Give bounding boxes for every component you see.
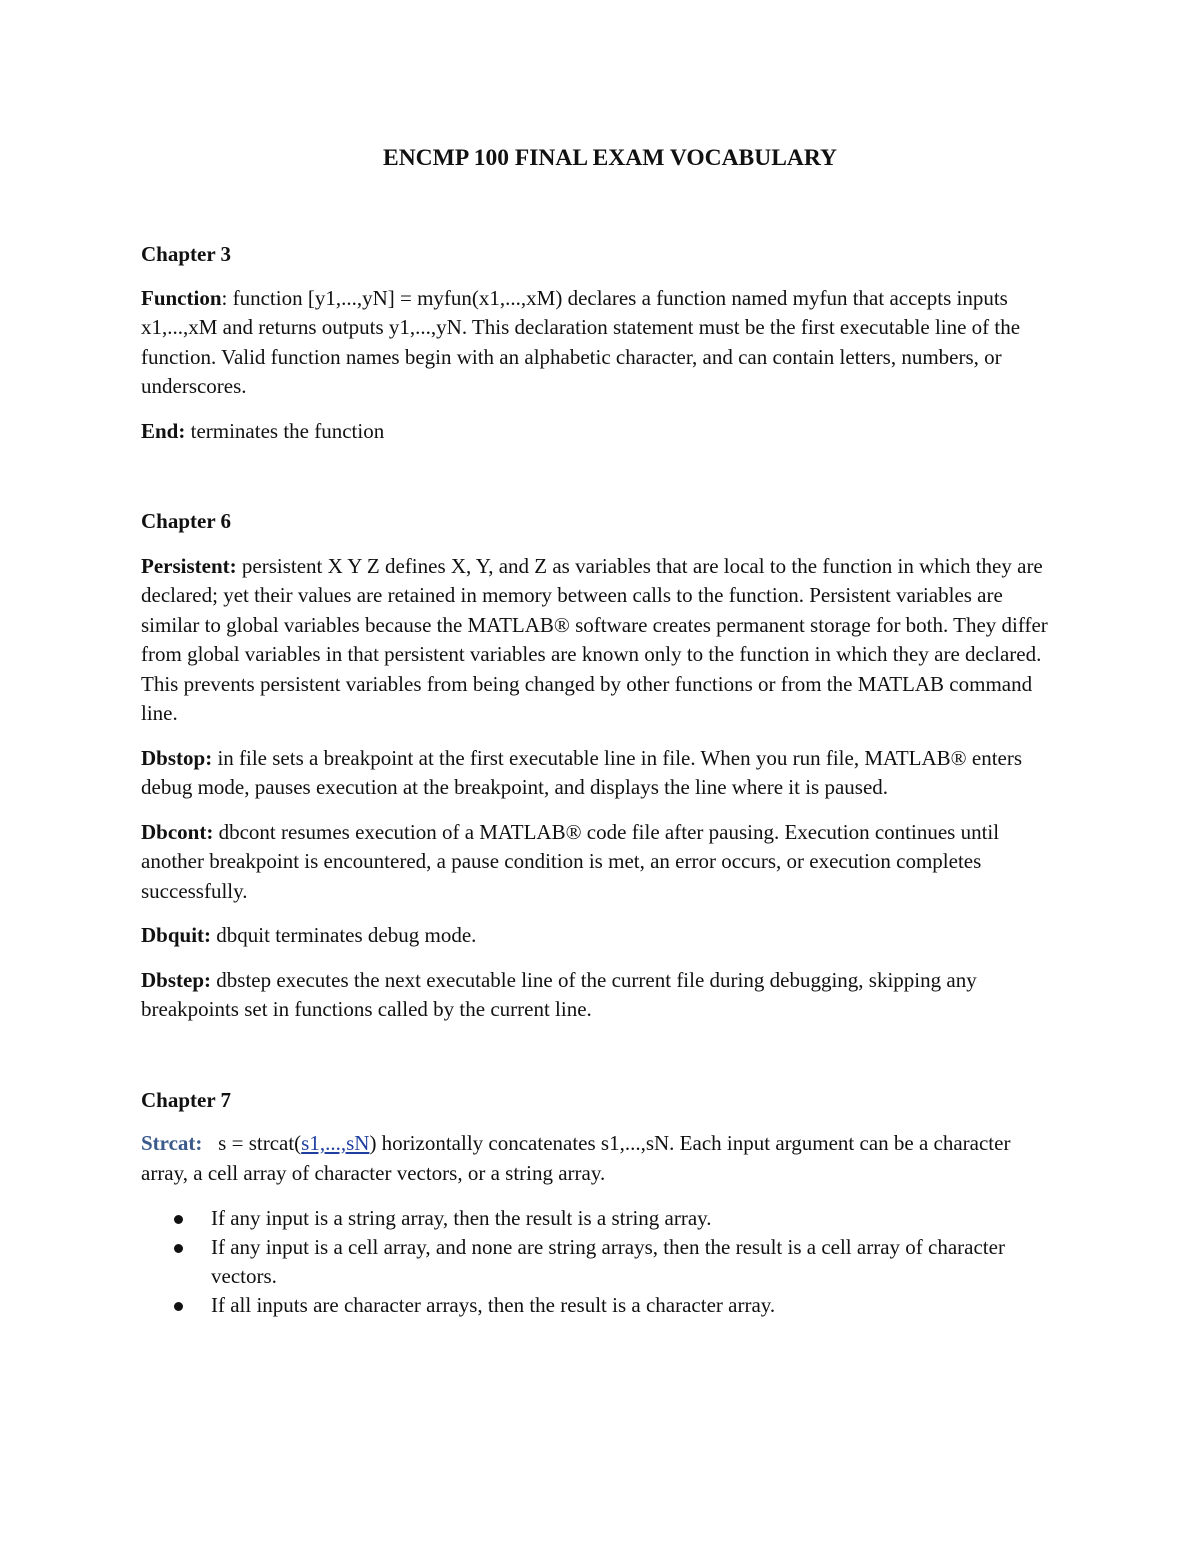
entry-end — [141, 417, 1061, 447]
entry-definition-pre: s = strcat( — [202, 1131, 302, 1155]
entry-term: End: — [141, 418, 186, 443]
list-item — [141, 1291, 1061, 1320]
entry-term: Dbstop: — [141, 745, 213, 770]
entry-definition: persistent X Y Z defines X, Y, and Z as variables that are local to the function in which they are declared; yet their values are retained in memory between calls to the function. Persistent variables are similar to global variables because the MATLAB® software creates permanent storage for both. They differ from global variables in that persistent variables are known only to the function in which they are declared. This prevents persistent variables from being changed by other functions or from the MATLAB command line. — [141, 553, 1048, 725]
entry-term: Function — [141, 285, 222, 310]
list-item-text: If any input is a string array, then the result is a string array. — [211, 1206, 712, 1230]
list-item-text: If any input is a cell array, and none are string arrays, then the result is a cell array of character vectors. — [211, 1235, 1005, 1288]
chapter-heading-6: Chapter 6 — [141, 509, 232, 533]
entry-term: Dbquit: — [141, 923, 212, 947]
strcat-rules-list — [141, 1204, 1061, 1320]
chapter-heading-7: Chapter 7 — [141, 1087, 232, 1112]
bullet-icon — [174, 1215, 183, 1224]
entry-definition-post: ) horizontally concatenates s1,...,sN. Each input argument can be a character array, a cell array of character vectors, or a string array. — [141, 1131, 1016, 1185]
bullet-icon — [174, 1302, 183, 1311]
entry-function — [141, 284, 1061, 402]
entry-definition: in file sets a breakpoint at the first executable line in file. When you run file, MATLAB® enters debug mode, pauses execution at the breakpoint, and displays the line where it is paused. — [141, 745, 1023, 799]
entry-dbstep — [141, 966, 1061, 1025]
entry-definition: dbcont resumes execution of a MATLAB® code file after pausing. Execution continues until another breakpoint is encountered, a pause condition is met, an error occurs, or execution completes successfully. — [141, 819, 1000, 903]
entry-dbstop — [141, 744, 1061, 803]
entry-persistent — [141, 552, 1061, 729]
entry-term: Persistent: — [141, 553, 237, 578]
entry-definition: function [y1,...,yN] = myfun(x1,...,xM) declares a function named myfun that accepts inputs x1,...,xM and returns outputs y1,...,yN. This declaration statement must be the first executable line of the function. Valid function names begin with an alphabetic character, and can contain letters, numbers, or underscores. — [141, 285, 1021, 398]
bullet-icon — [174, 1244, 183, 1253]
entry-definition: dbstep executes the next executable line of the current file during debugging, skipping any breakpoints set in functions called by the current line. — [141, 967, 977, 1021]
list-item — [141, 1204, 1061, 1233]
list-item — [141, 1233, 1061, 1291]
entry-definition: terminates the function — [185, 418, 385, 443]
entry-dbcont — [141, 818, 1061, 907]
document-page — [141, 140, 1061, 1320]
entry-dbquit — [141, 921, 1061, 951]
entry-separator: : — [221, 285, 228, 310]
document-title: ENCMP 100 FINAL EXAM VOCABULARY — [383, 145, 837, 171]
chapter-heading-3: Chapter 3 — [141, 242, 232, 266]
entry-term: Strcat: — [141, 1131, 203, 1155]
list-item-text: If all inputs are character arrays, then the result is a character array. — [211, 1293, 776, 1317]
strcat-args-link[interactable]: s1,...,sN — [301, 1131, 370, 1155]
entry-definition: dbquit terminates debug mode. — [211, 923, 477, 947]
entry-term: Dbcont: — [141, 819, 214, 844]
entry-term: Dbstep: — [141, 967, 212, 992]
entry-strcat — [141, 1129, 1061, 1188]
